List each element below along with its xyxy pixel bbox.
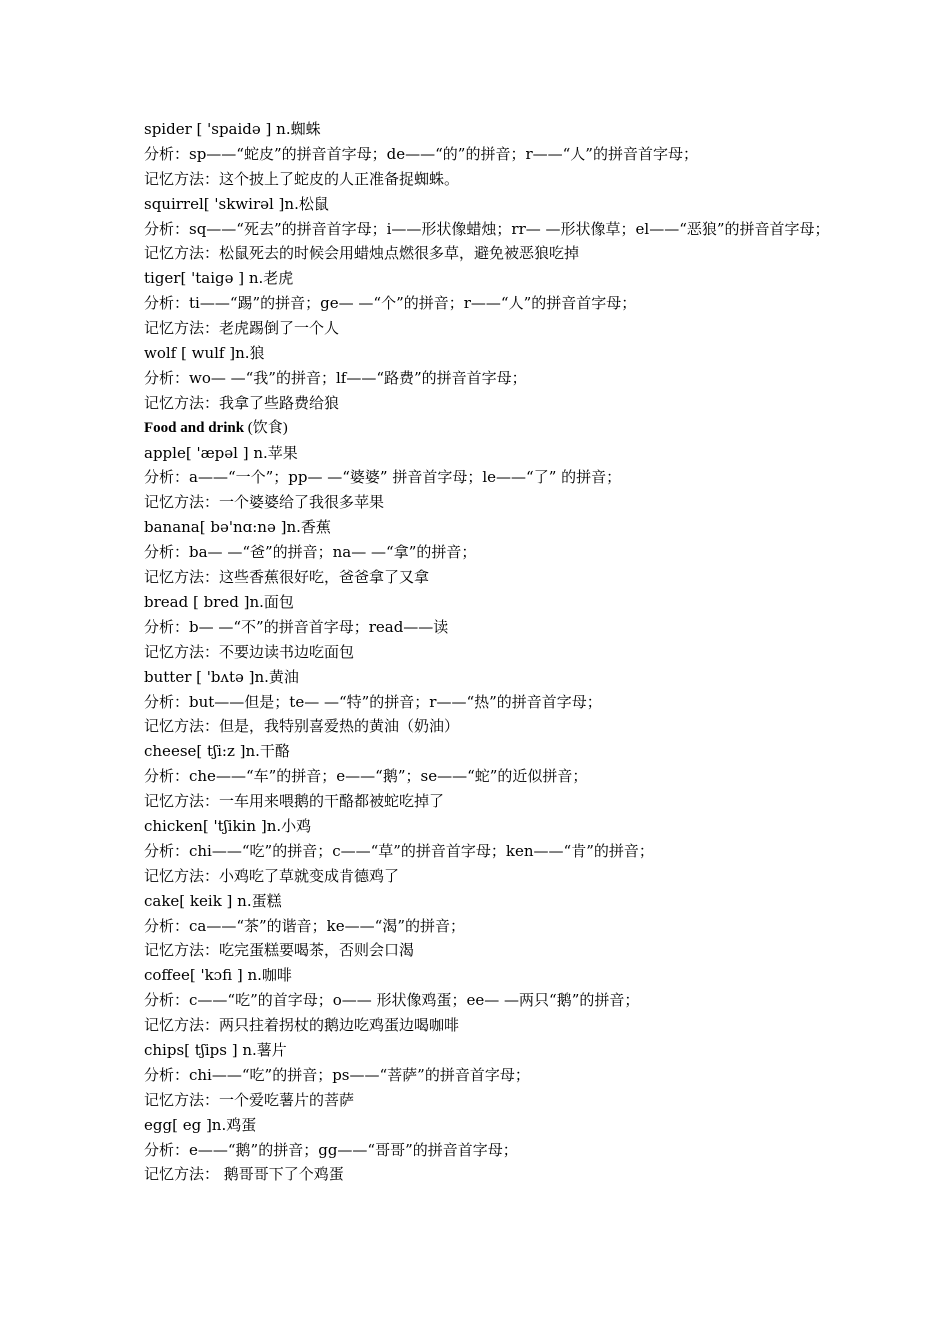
section-title: Food and drink — [144, 419, 245, 436]
entry-analysis: 分析：e——“鹅”的拼音；gg——“哥哥”的拼音首字母； — [144, 1140, 518, 1159]
entry-analysis: 分析：che——“车”的拼音；e——“鹅”；se——“蛇”的近似拼音； — [144, 767, 588, 786]
entry-word: chicken[ 'tʃikin ]n.小鸡 — [144, 816, 312, 835]
entry-analysis: 分析：ca——“茶”的谐音；ke——“渴”的拼音； — [144, 916, 465, 935]
entry-word: spider [ 'spaidə ] n.蜘蛛 — [144, 120, 321, 138]
entry-word: apple[ 'æpəl ] n.苹果 — [144, 443, 298, 462]
entry-analysis: 分析：but——但是；te— —“特”的拼音；r——“热”的拼音首字母； — [144, 692, 602, 711]
entry-memory: 记忆方法：松鼠死去的时候会用蜡烛点燃很多草，避免被恶狼吃掉 — [144, 244, 580, 263]
entry-analysis: 分析：a——“一个”；pp— —“婆婆” 拼音首字母；le——“了” 的拼音； — [144, 468, 622, 487]
entry-word: butter [ 'bʌtə ]n.黄油 — [144, 667, 299, 686]
entry-memory: 记忆方法：这些香蕉很好吃，爸爸拿了又拿 — [144, 568, 430, 587]
entry-memory: 记忆方法：但是，我特别喜爱热的黄油（奶油） — [144, 717, 460, 736]
document-page — [144, 117, 834, 1187]
entry-memory: 记忆方法： 鹅哥哥下了个鸡蛋 — [144, 1165, 344, 1184]
entry-word: squirrel[ 'skwirəl ]n.松鼠 — [144, 194, 329, 213]
entry-memory: 记忆方法：我拿了些路费给狼 — [144, 393, 340, 412]
entry-word: cake[ keik ] n.蛋糕 — [144, 891, 282, 910]
section-subtitle: (饮食) — [247, 419, 288, 436]
entry-analysis: 分析：sp——“蛇皮”的拼音首字母；de——“的”的拼音；r——“人”的拼音首字母； — [144, 144, 698, 163]
entry-analysis: 分析：wo— —“我”的拼音；lf——“路费”的拼音首字母； — [144, 368, 527, 387]
entry-word: chips[ tʃips ] n.薯片 — [144, 1040, 287, 1059]
entry-analysis: 分析：chi——“吃”的拼音；ps——“菩萨”的拼音首字母； — [144, 1065, 530, 1084]
entry-memory: 记忆方法：吃完蛋糕要喝茶，否则会口渴 — [144, 941, 415, 960]
entry-word: bread [ bred ]n.面包 — [144, 592, 294, 611]
entry-word: egg[ eg ]n.鸡蛋 — [144, 1115, 257, 1134]
entry-memory: 记忆方法：不要边读书边吃面包 — [144, 642, 355, 661]
entry-memory: 记忆方法：老虎踢倒了一个人 — [144, 319, 340, 338]
entry-analysis: 分析：c——“吃”的首字母；o—— 形状像鸡蛋；ee— —两只“鹅”的拼音； — [144, 991, 640, 1010]
entry-analysis: 分析：b— —“不”的拼音首字母；read——读 — [144, 617, 449, 636]
entry-memory: 记忆方法：两只拄着拐杖的鹅边吃鸡蛋边喝咖啡 — [144, 1016, 460, 1035]
entry-memory: 记忆方法：一车用来喂鹅的干酪都被蛇吃掉了 — [144, 792, 445, 811]
entry-memory: 记忆方法：小鸡吃了草就变成肯德鸡了 — [144, 866, 400, 885]
entry-analysis: 分析：sq——“死去”的拼音首字母；i——形状像蜡烛；rr— —形状像草；el——“恶狼”的拼音首字母； — [144, 219, 830, 238]
entry-analysis: 分析：chi——“吃”的拼音；c——“草”的拼音首字母；ken——“肯”的拼音； — [144, 841, 654, 860]
entry-word: banana[ bə'nɑ:nə ]n.香蕉 — [144, 518, 331, 537]
entry-memory: 记忆方法：一个婆婆给了我很多苹果 — [144, 493, 385, 512]
entry-word: wolf [ wulf ]n.狼 — [144, 344, 265, 363]
entry-analysis: 分析：ti——“踢”的拼音；ge— —“个”的拼音；r——“人”的拼音首字母； — [144, 294, 637, 313]
entry-word: cheese[ tʃi:z ]n.干酪 — [144, 742, 290, 761]
entry-analysis: 分析：ba— —“爸”的拼音；na— —“拿”的拼音； — [144, 543, 477, 562]
entry-word: tiger[ 'taigə ] n.老虎 — [144, 269, 294, 288]
entry-memory: 记忆方法：这个披上了蛇皮的人正准备捉蜘蛛。 — [144, 169, 460, 188]
entry-memory: 记忆方法：一个爱吃薯片的菩萨 — [144, 1090, 355, 1109]
entry-word: coffee[ 'kɔfi ] n.咖啡 — [144, 966, 292, 985]
section-heading — [144, 416, 834, 441]
